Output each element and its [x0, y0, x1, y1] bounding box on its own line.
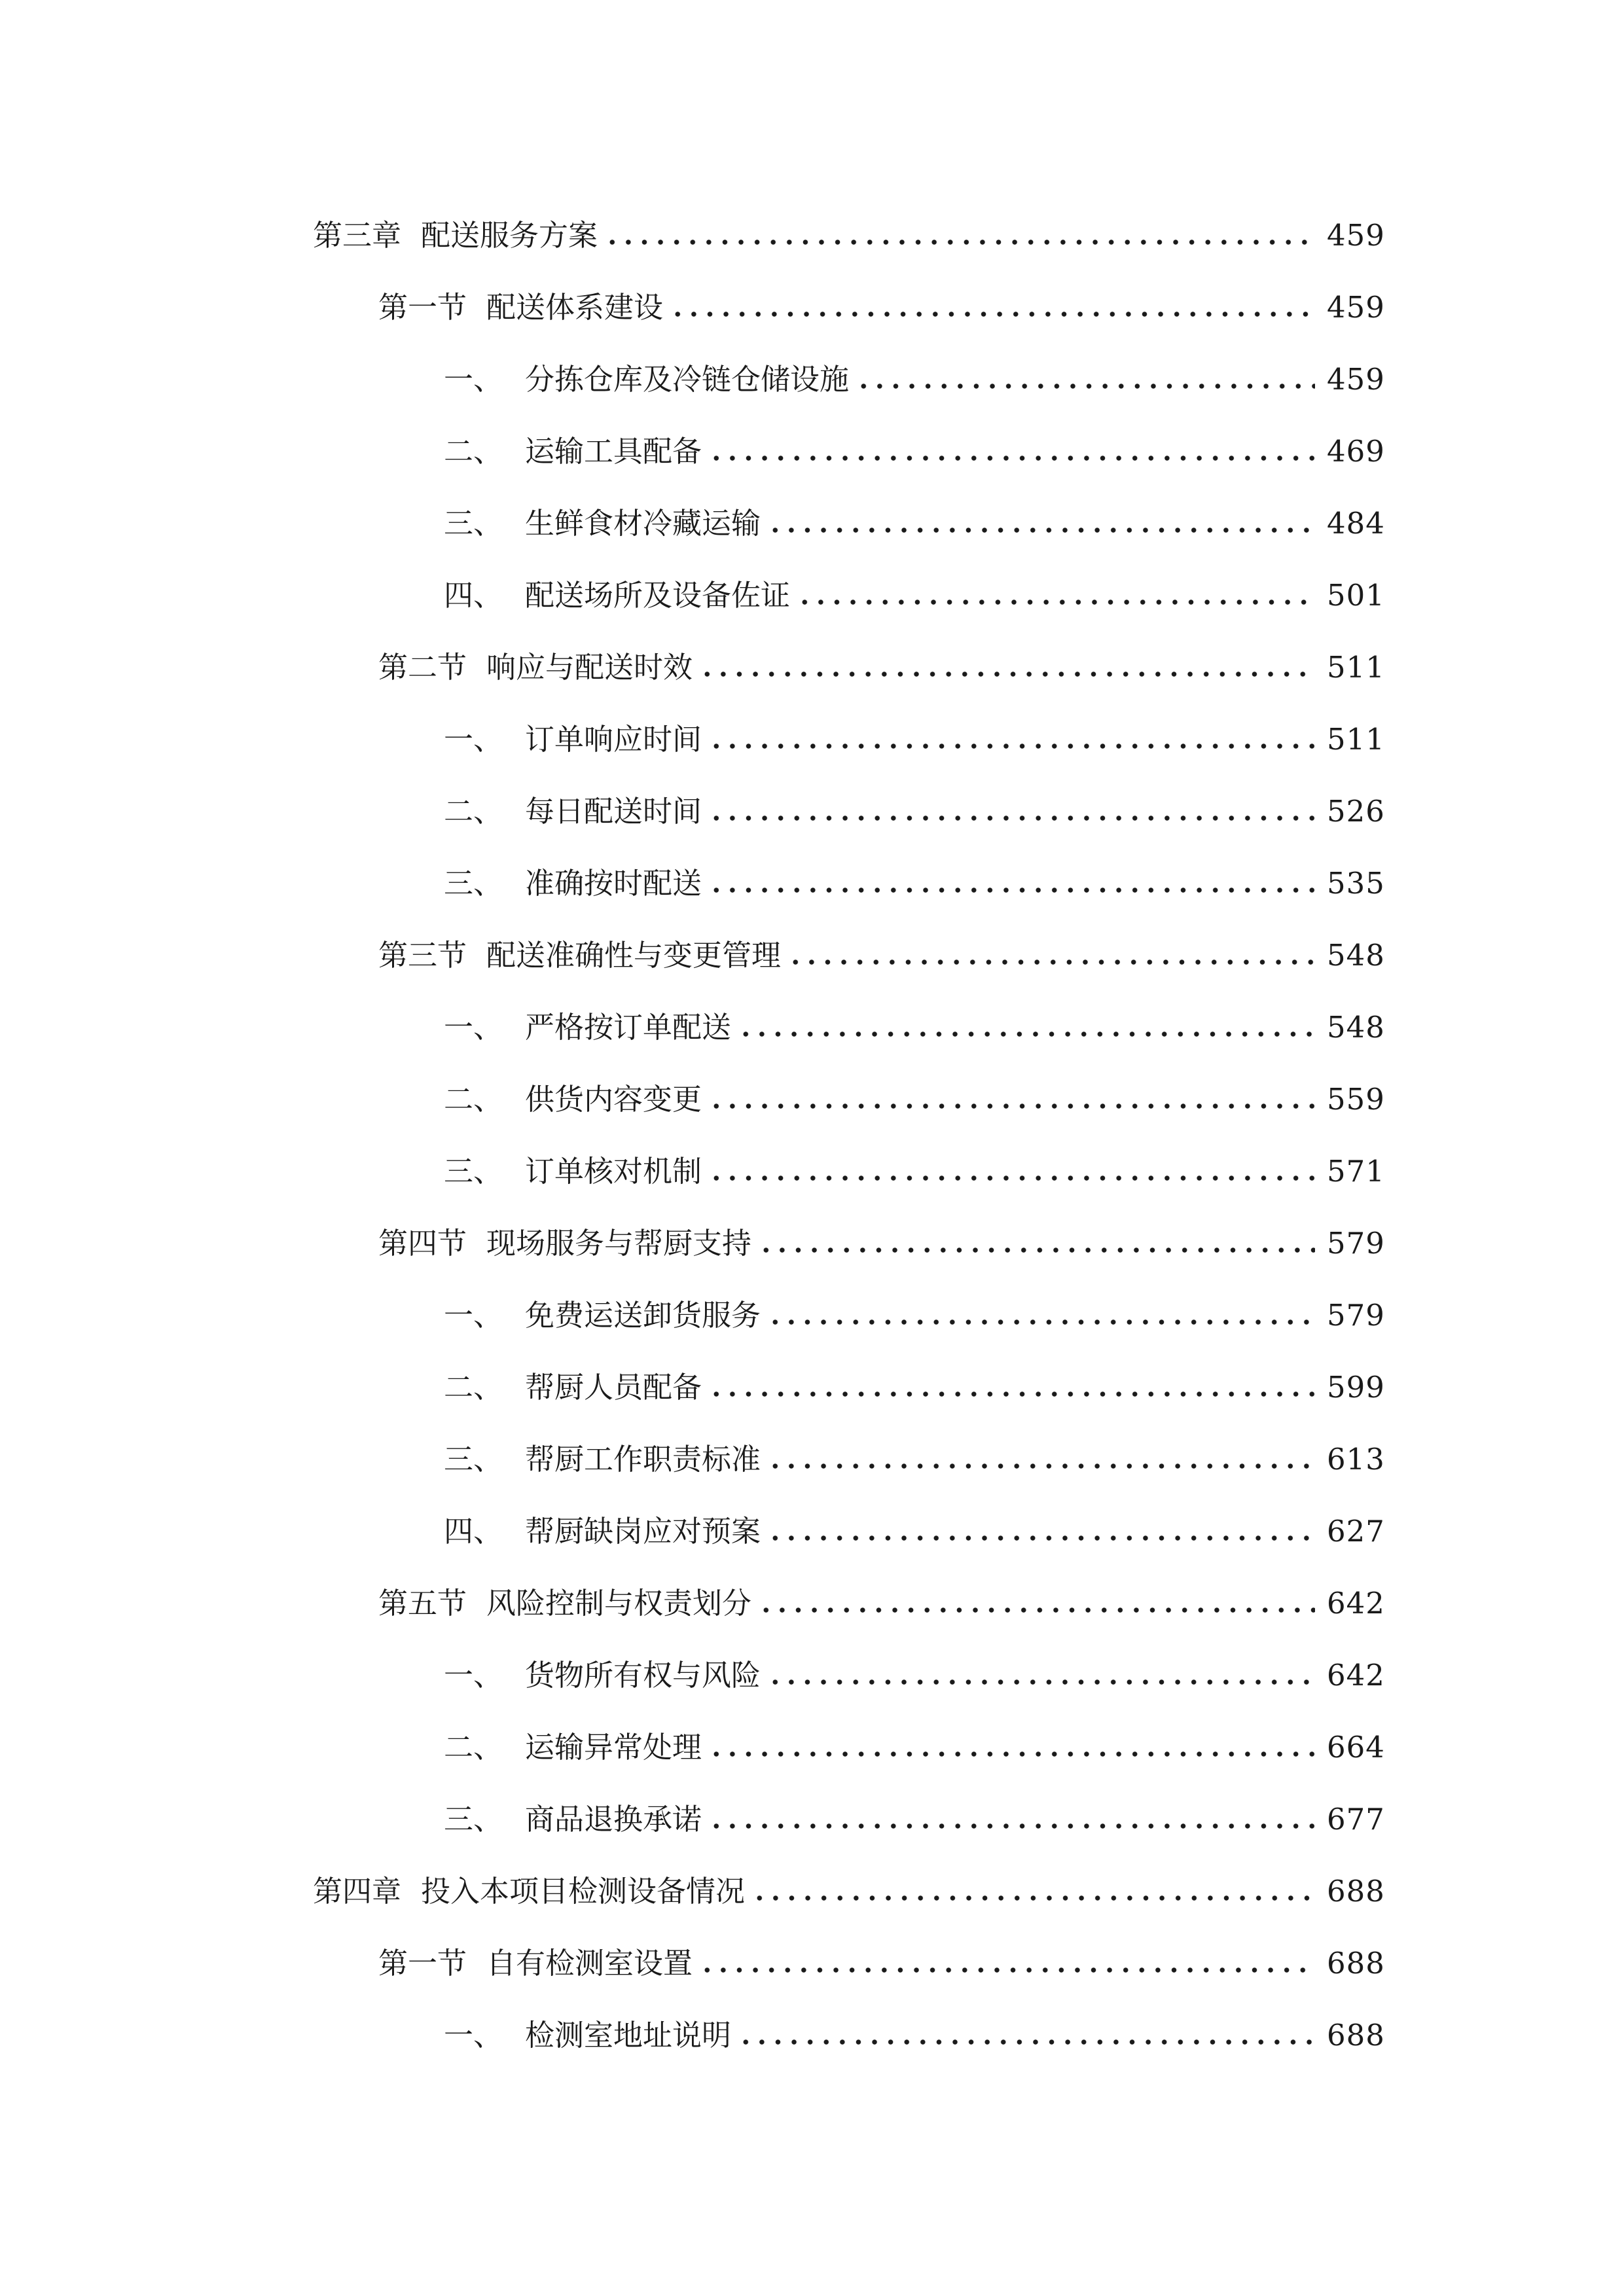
toc-entry-label: [444, 720, 702, 759]
dot-leader: [797, 596, 1315, 609]
toc-entry-page-number: 548: [1327, 1010, 1385, 1045]
toc-entry-page-number: 677: [1327, 1802, 1385, 1837]
toc-entry-number: 一、: [444, 2018, 503, 2053]
toc-entry-section[interactable]: [0, 1568, 1624, 1640]
toc-entry-title: 风险控制与权责划分: [486, 1586, 752, 1621]
toc-entry-title: 投入本项目检测设备情况: [421, 1874, 746, 1909]
dot-leader: [758, 1244, 1315, 1257]
toc-entry-label: [444, 1440, 761, 1479]
toc-entry-page-number: 579: [1327, 1226, 1385, 1261]
toc-entry-title: 货物所有权与风险: [525, 1658, 761, 1693]
toc-entry-number: 二、: [444, 1082, 503, 1117]
toc-entry-label: [444, 576, 790, 615]
toc-entry-title: 准确按时配送: [525, 866, 702, 901]
toc-entry-number: 一、: [444, 1298, 503, 1333]
toc-entry-title: 响应与配送时效: [486, 650, 693, 685]
dot-leader: [604, 236, 1315, 249]
toc-entry-item[interactable]: [0, 344, 1624, 416]
toc-entry-label: [444, 360, 849, 399]
toc-entry-title: 生鲜食材冷藏运输: [525, 506, 761, 541]
toc-entry-label: [444, 1656, 761, 1695]
toc-entry-label: [378, 648, 693, 687]
dot-leader: [738, 2036, 1315, 2049]
toc-entry-number: 第五节: [378, 1586, 467, 1621]
table-of-contents: [0, 200, 1624, 2072]
toc-entry-section[interactable]: [0, 1928, 1624, 2000]
toc-entry-page-number: 579: [1327, 1298, 1385, 1333]
toc-entry-title: 严格按订单配送: [525, 1010, 732, 1045]
toc-entry-number: 一、: [444, 362, 503, 397]
toc-entry-number: 四、: [444, 578, 503, 613]
toc-entry-item[interactable]: [0, 1424, 1624, 1496]
toc-entry-section[interactable]: [0, 1208, 1624, 1280]
toc-entry-page-number: 613: [1327, 1442, 1385, 1477]
toc-entry-label: [444, 792, 702, 831]
toc-entry-item[interactable]: [0, 2000, 1624, 2072]
dot-leader: [708, 1100, 1315, 1113]
dot-leader: [758, 1604, 1315, 1617]
toc-entry-title: 帮厨工作职责标准: [525, 1442, 761, 1477]
dot-leader: [856, 380, 1315, 393]
toc-entry-page-number: 511: [1327, 722, 1385, 757]
toc-entry-page-number: 688: [1327, 1946, 1385, 1981]
toc-entry-label: [378, 1584, 751, 1623]
toc-entry-title: 帮厨人员配备: [525, 1370, 702, 1405]
toc-entry-page-number: 627: [1327, 1514, 1385, 1549]
dot-leader: [708, 452, 1315, 465]
dot-leader: [751, 1892, 1315, 1905]
toc-entry-page-number: 535: [1327, 866, 1385, 901]
toc-entry-label: [444, 432, 702, 471]
toc-entry-number: 一、: [444, 722, 503, 757]
toc-entry-title: 配送服务方案: [421, 218, 598, 253]
toc-entry-label: [444, 1728, 702, 1767]
toc-entry-number: 第四节: [378, 1226, 467, 1261]
toc-entry-title: 供货内容变更: [525, 1082, 702, 1117]
dot-leader: [708, 1388, 1315, 1401]
toc-entry-page-number: 559: [1327, 1082, 1385, 1117]
toc-entry-title: 检测室地址说明: [525, 2018, 732, 2053]
toc-entry-title: 现场服务与帮厨支持: [486, 1226, 752, 1261]
toc-entry-title: 订单响应时间: [525, 722, 702, 757]
toc-entry-page-number: 484: [1327, 506, 1385, 541]
toc-entry-page-number: 688: [1327, 2018, 1385, 2053]
toc-entry-page-number: 459: [1327, 290, 1385, 325]
toc-entry-label: [444, 1008, 731, 1047]
toc-entry-title: 每日配送时间: [525, 794, 702, 829]
toc-entry-page-number: 459: [1327, 362, 1385, 397]
dot-leader: [738, 1028, 1315, 1041]
toc-entry-item[interactable]: [0, 1712, 1624, 1784]
toc-entry-label: [444, 2016, 731, 2055]
dot-leader: [699, 668, 1315, 681]
dot-leader: [767, 524, 1315, 537]
toc-entry-number: 第一节: [378, 290, 467, 325]
toc-entry-label: [444, 1296, 761, 1335]
dot-leader: [708, 1172, 1315, 1185]
toc-entry-title: 自有检测室设置: [486, 1946, 693, 1981]
dot-leader: [767, 1460, 1315, 1473]
dot-leader: [670, 308, 1315, 321]
toc-entry-number: 第三节: [378, 938, 467, 973]
toc-entry-title: 分拣仓库及冷链仓储设施: [525, 362, 850, 397]
toc-entry-number: 三、: [444, 1802, 503, 1837]
toc-entry-label: [378, 936, 781, 975]
toc-entry-title: 帮厨缺岗应对预案: [525, 1514, 761, 1549]
dot-leader: [708, 1748, 1315, 1761]
toc-entry-number: 三、: [444, 1154, 503, 1189]
dot-leader: [767, 1316, 1315, 1329]
toc-entry-number: 第二节: [378, 650, 467, 685]
toc-entry-number: 第三章: [313, 218, 402, 253]
toc-entry-item[interactable]: [0, 416, 1624, 488]
toc-entry-title: 免费运送卸货服务: [525, 1298, 761, 1333]
toc-entry-section[interactable]: [0, 272, 1624, 344]
toc-entry-number: 二、: [444, 794, 503, 829]
toc-entry-section[interactable]: [0, 920, 1624, 992]
toc-entry-item[interactable]: [0, 704, 1624, 776]
toc-entry-page-number: 469: [1327, 434, 1385, 469]
toc-entry-number: 一、: [444, 1658, 503, 1693]
toc-entry-item[interactable]: [0, 1784, 1624, 1856]
toc-entry-label: [313, 216, 598, 255]
toc-entry-label: [444, 1512, 761, 1551]
toc-entry-label: [313, 1872, 745, 1911]
toc-entry-item[interactable]: [0, 1280, 1624, 1352]
toc-entry-number: 二、: [444, 434, 503, 469]
dot-leader: [787, 956, 1315, 969]
toc-entry-number: 三、: [444, 1442, 503, 1477]
toc-entry-item[interactable]: [0, 1496, 1624, 1568]
toc-entry-number: 第四章: [313, 1874, 402, 1909]
toc-entry-item[interactable]: [0, 1064, 1624, 1136]
toc-entry-label: [444, 864, 702, 903]
dot-leader: [708, 1820, 1315, 1833]
toc-entry-label: [378, 288, 663, 327]
toc-entry-page-number: 642: [1327, 1586, 1385, 1621]
toc-entry-label: [444, 1152, 702, 1191]
dot-leader: [708, 884, 1315, 897]
toc-entry-page-number: 642: [1327, 1658, 1385, 1693]
toc-entry-page-number: 526: [1327, 794, 1385, 829]
toc-entry-item[interactable]: [0, 1136, 1624, 1208]
toc-entry-number: 三、: [444, 866, 503, 901]
toc-entry-item[interactable]: [0, 992, 1624, 1064]
toc-entry-title: 订单核对机制: [525, 1154, 702, 1189]
toc-entry-title: 运输工具配备: [525, 434, 702, 469]
toc-entry-label: [378, 1224, 751, 1263]
dot-leader: [699, 1964, 1315, 1977]
toc-entry-item[interactable]: [0, 560, 1624, 632]
toc-entry-label: [444, 1800, 702, 1839]
toc-entry-number: 三、: [444, 506, 503, 541]
toc-entry-chapter[interactable]: [0, 1856, 1624, 1928]
toc-entry-number: 四、: [444, 1514, 503, 1549]
toc-entry-page-number: 459: [1327, 218, 1385, 253]
toc-entry-item[interactable]: [0, 488, 1624, 560]
toc-entry-number: 一、: [444, 1010, 503, 1045]
toc-entry-page-number: 501: [1327, 578, 1385, 613]
toc-entry-number: 第一节: [378, 1946, 467, 1981]
toc-entry-section[interactable]: [0, 632, 1624, 704]
toc-entry-item[interactable]: [0, 848, 1624, 920]
toc-entry-item[interactable]: [0, 1640, 1624, 1712]
toc-entry-chapter[interactable]: [0, 200, 1624, 272]
toc-entry-label: [444, 1368, 702, 1407]
toc-entry-title: 运输异常处理: [525, 1730, 702, 1765]
toc-entry-number: 二、: [444, 1730, 503, 1765]
toc-entry-page-number: 548: [1327, 938, 1385, 973]
toc-entry-label: [444, 504, 761, 543]
dot-leader: [708, 812, 1315, 825]
toc-entry-page-number: 511: [1327, 650, 1385, 685]
toc-entry-label: [444, 1080, 702, 1119]
toc-entry-page-number: 688: [1327, 1874, 1385, 1909]
toc-entry-item[interactable]: [0, 1352, 1624, 1424]
toc-entry-title: 配送场所及设备佐证: [525, 578, 791, 613]
dot-leader: [708, 740, 1315, 753]
toc-entry-title: 配送体系建设: [486, 290, 664, 325]
toc-entry-number: 二、: [444, 1370, 503, 1405]
toc-entry-page-number: 571: [1327, 1154, 1385, 1189]
toc-entry-title: 配送准确性与变更管理: [486, 938, 782, 973]
dot-leader: [767, 1532, 1315, 1545]
toc-entry-page-number: 664: [1327, 1730, 1385, 1765]
dot-leader: [767, 1676, 1315, 1689]
toc-entry-item[interactable]: [0, 776, 1624, 848]
toc-entry-label: [378, 1944, 693, 1983]
toc-entry-title: 商品退换承诺: [525, 1802, 702, 1837]
toc-entry-page-number: 599: [1327, 1370, 1385, 1405]
